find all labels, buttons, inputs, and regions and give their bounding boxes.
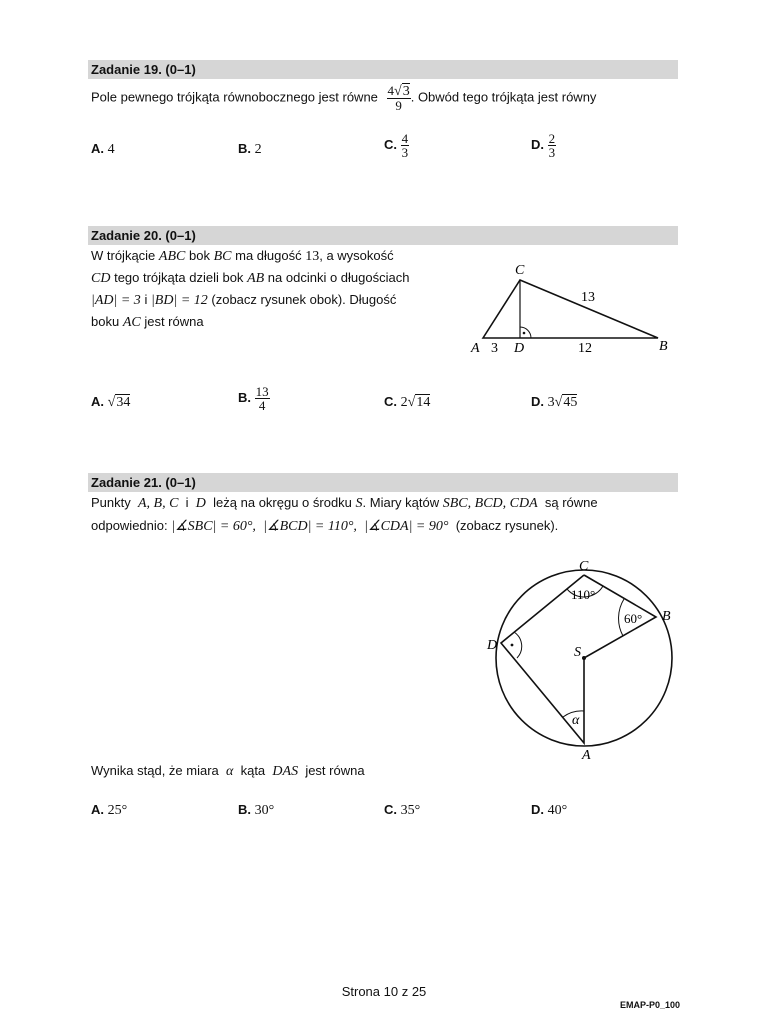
- task19-fraction: $\frac{4√3}{9}$: [387, 83, 410, 113]
- label-a: A: [582, 748, 591, 763]
- task21-option-b[interactable]: B. 30°: [238, 802, 275, 818]
- label-d: D: [514, 341, 525, 356]
- angle-d-arc: [514, 632, 522, 658]
- label-angle-c: 110°: [571, 587, 596, 602]
- task20-question: W trójkącie ABC bok BC ma długość 13, a wysokość CD tego trójkąta dzieli bok AB na odcinki o długościach |AD| = 3 i |BD| = 12 (zobacz rysunek obok). Długość boku AC jest równa: [91, 248, 410, 330]
- label-a: A: [471, 341, 480, 356]
- triangle-abc: [483, 280, 658, 338]
- task20-triangle-figure: [465, 255, 685, 360]
- task21-option-c[interactable]: C. 35°: [384, 802, 421, 818]
- label-alpha: α: [572, 713, 580, 728]
- task19-option-a[interactable]: A. 4: [91, 141, 115, 157]
- angle-d-dot: [511, 644, 514, 647]
- task19-option-c[interactable]: C. $\frac{4}{3}$: [384, 131, 409, 160]
- task21-question-2: Wynika stąd, że miara α kąta DAS jest równa: [91, 763, 365, 779]
- center-point: [582, 656, 586, 660]
- label-c: C: [579, 559, 589, 574]
- task20-header: Zadanie 20. (0–1): [88, 226, 678, 245]
- label-angle-b: 60°: [624, 611, 643, 626]
- exam-code: EMAP-P0_100: [619, 1000, 680, 1010]
- right-angle-mark: [520, 327, 531, 338]
- task19-header: Zadanie 19. (0–1): [88, 60, 678, 79]
- task21-option-d[interactable]: D. 40°: [531, 802, 568, 818]
- page-number: Strona 10 z 25: [341, 984, 427, 999]
- label-bc: 13: [581, 290, 595, 305]
- label-db: 12: [578, 341, 592, 356]
- label-b: B: [662, 609, 671, 624]
- label-d: D: [487, 638, 498, 653]
- task19-question: Pole pewnego trójkąta równobocznego jest równe $\frac{4√3}{9}$ . Obwód tego trójkąta jest równy: [91, 83, 597, 113]
- task21-circle-figure: [485, 555, 685, 765]
- task19-option-b[interactable]: B. 2: [238, 141, 262, 157]
- task21-header: Zadanie 21. (0–1): [88, 473, 678, 492]
- task20-option-d[interactable]: D. 3√45: [531, 394, 578, 410]
- label-b: B: [659, 339, 668, 354]
- task19-option-d[interactable]: D. $\frac{2}{3}$: [531, 131, 556, 160]
- label-c: C: [515, 263, 525, 278]
- task20-option-c[interactable]: C. 2√14: [384, 394, 431, 410]
- task20-option-a[interactable]: A. √34: [91, 394, 131, 410]
- label-ad: 3: [491, 341, 498, 356]
- right-angle-dot: [523, 332, 526, 335]
- label-s: S: [574, 645, 581, 660]
- task21-question: Punkty A, B, C i D leżą na okręgu o środku S. Miary kątów SBC, BCD, CDA są równe odpowiednio: |∡SBC| = 60°, |∡BCD| = 110°, |∡CDA| = 90° (zobacz rysunek).: [91, 495, 598, 534]
- task20-option-b[interactable]: B. $\frac{13}{4}$: [238, 384, 269, 413]
- task21-option-a[interactable]: A. 25°: [91, 802, 128, 818]
